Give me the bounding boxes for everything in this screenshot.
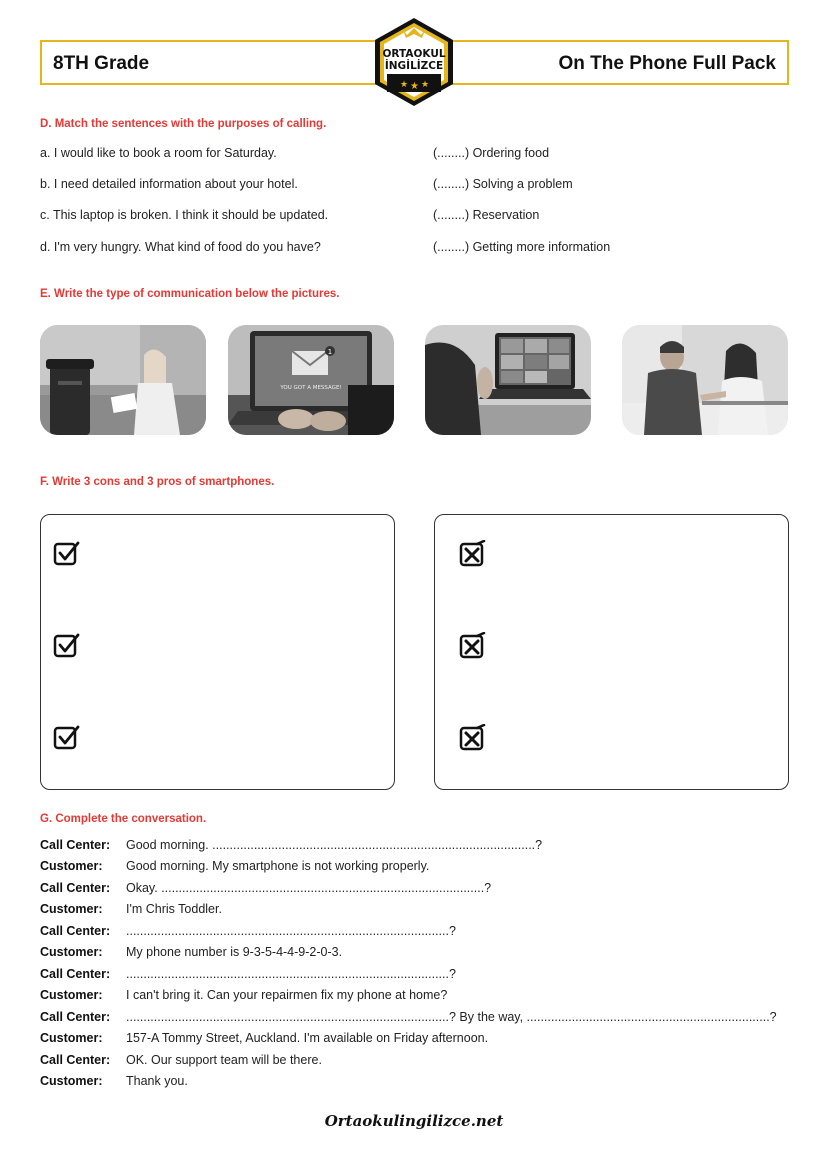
screen-caption: YOU GOT A MESSAGE! bbox=[280, 385, 342, 391]
speaker: Customer: bbox=[40, 902, 103, 916]
utterance: .............................................................................................? By the way, ......................................................................? bbox=[126, 1010, 777, 1024]
utterance: .............................................................................................? bbox=[126, 967, 456, 981]
utterance: Okay. .............................................................................................? bbox=[126, 881, 492, 895]
photo-postbox-letter bbox=[40, 325, 206, 435]
speaker: Call Center: bbox=[40, 881, 111, 895]
purpose-4: (........) Getting more information bbox=[433, 240, 611, 254]
section-g-heading: G. Complete the conversation. bbox=[40, 813, 207, 825]
section-f-heading: F. Write 3 cons and 3 pros of smartphones. bbox=[40, 476, 275, 488]
utterance: My phone number is 9-3-5-4-4-9-2-0-3. bbox=[126, 945, 343, 959]
photo-laptop-email bbox=[228, 325, 394, 435]
svg-text:★: ★ bbox=[421, 79, 430, 89]
utterance: 157-A Tommy Street, Auckland. I'm available on Friday afternoon. bbox=[126, 1031, 489, 1045]
checkbox-cross-icon bbox=[459, 540, 487, 568]
pack-title: On The Phone Full Pack bbox=[558, 53, 776, 74]
section-e-heading: E. Write the type of communication below the pictures. bbox=[40, 288, 340, 300]
checkbox-checked-icon bbox=[53, 632, 81, 660]
utterance: I'm Chris Toddler. bbox=[126, 902, 222, 916]
speaker: Customer: bbox=[40, 988, 103, 1002]
sentence-b: b. I need detailed information about your hotel. bbox=[40, 177, 298, 191]
logo-line-2: İNGİLİZCE bbox=[384, 60, 444, 72]
speaker: Call Center: bbox=[40, 1053, 111, 1067]
checkbox-checked-icon bbox=[53, 724, 81, 752]
speaker: Customer: bbox=[40, 1031, 103, 1045]
purpose-3: (........) Reservation bbox=[433, 208, 540, 222]
speaker: Call Center: bbox=[40, 1010, 111, 1024]
utterance: Thank you. bbox=[126, 1074, 188, 1088]
sentence-d: d. I'm very hungry. What kind of food do you have? bbox=[40, 240, 321, 254]
footer-site: Ortaokulingilizce.net bbox=[324, 1112, 504, 1130]
speaker: Customer: bbox=[40, 1074, 103, 1088]
utterance: I can't bring it. Can your repairmen fix my phone at home? bbox=[126, 988, 448, 1002]
logo-text bbox=[373, 48, 455, 72]
photo-video-call bbox=[425, 325, 591, 435]
photo-face-to-face bbox=[622, 325, 788, 435]
speaker: Customer: bbox=[40, 859, 103, 873]
checkbox-cross-icon bbox=[459, 724, 487, 752]
checkbox-cross-icon bbox=[459, 632, 487, 660]
utterance: Good morning. My smartphone is not working properly. bbox=[126, 859, 430, 873]
pros-box[interactable] bbox=[40, 514, 395, 790]
purpose-2: (........) Solving a problem bbox=[433, 177, 573, 191]
sentence-c: c. This laptop is broken. I think it should be updated. bbox=[40, 208, 329, 222]
utterance: Good morning. .............................................................................................? bbox=[126, 838, 543, 852]
notification-badge: 1 bbox=[327, 348, 333, 356]
speaker: Call Center: bbox=[40, 838, 111, 852]
logo-line-1: ORTAOKUL bbox=[382, 48, 446, 60]
purpose-1: (........) Ordering food bbox=[433, 146, 550, 160]
utterance: .............................................................................................? bbox=[126, 924, 456, 938]
svg-text:★: ★ bbox=[400, 79, 409, 89]
checkbox-checked-icon bbox=[53, 540, 81, 568]
speaker: Call Center: bbox=[40, 924, 111, 938]
speaker: Customer: bbox=[40, 945, 103, 959]
section-d-heading: D. Match the sentences with the purposes of calling. bbox=[40, 118, 327, 130]
utterance: OK. Our support team will be there. bbox=[126, 1053, 322, 1067]
postbox-icon bbox=[50, 365, 90, 435]
speaker: Call Center: bbox=[40, 967, 111, 981]
grade-label: 8TH Grade bbox=[53, 53, 150, 74]
sentence-a: a. I would like to book a room for Saturday. bbox=[40, 146, 277, 160]
svg-text:★: ★ bbox=[410, 81, 419, 92]
cons-box[interactable] bbox=[434, 514, 789, 790]
